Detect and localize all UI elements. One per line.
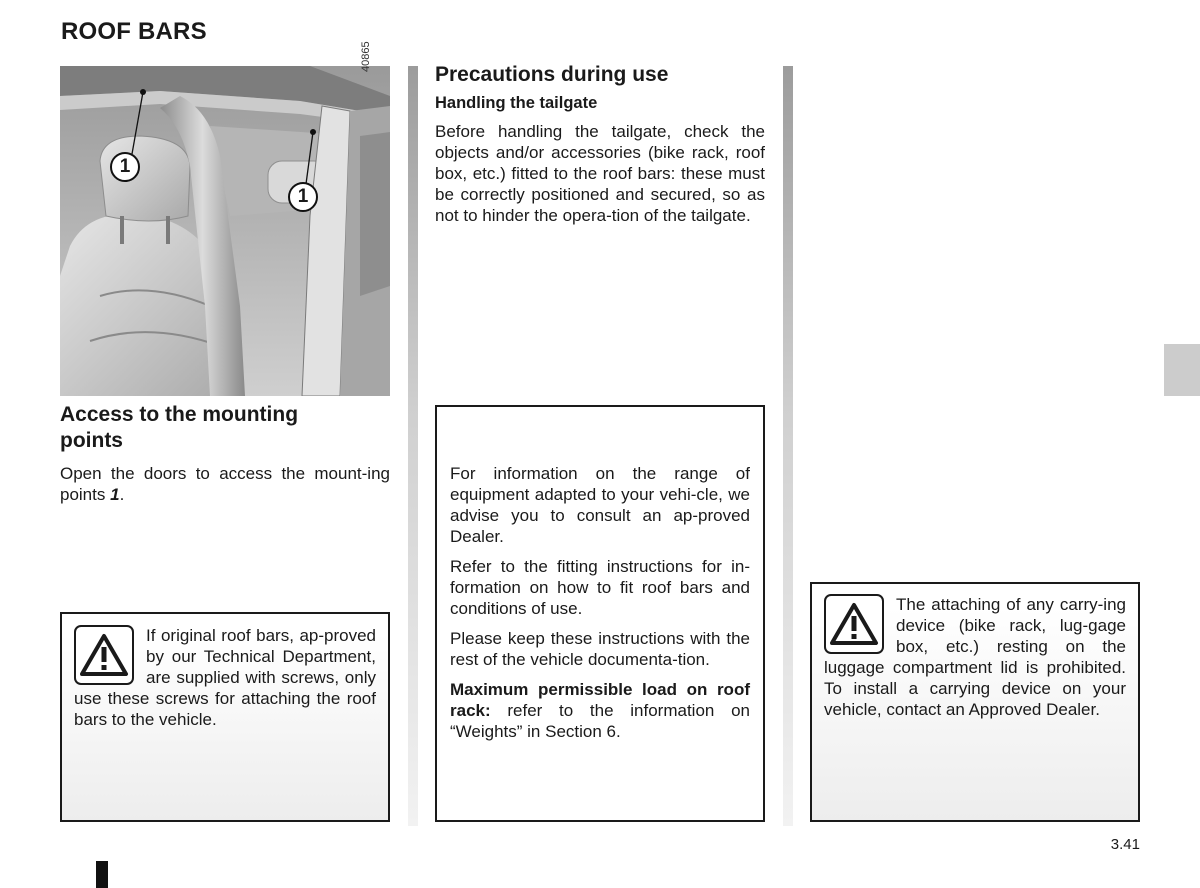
warning-box-left [60, 612, 390, 822]
access-body-end: . [119, 485, 125, 504]
access-body [60, 463, 390, 505]
callout-1-right: 1 [288, 182, 318, 212]
column-divider-right [783, 66, 793, 826]
info-box [435, 405, 765, 822]
access-body-ref: 1 [110, 485, 120, 504]
access-heading [60, 402, 390, 454]
precautions-heading: Precautions during use [435, 63, 669, 86]
car-interior-drawing [60, 66, 390, 396]
info-para-3: Please keep these instructions with the rest of the vehicle documenta-tion. [450, 629, 750, 669]
info-para-2: Refer to the fitting instructions for in-formation on how to fit roof bars and conditions of use. [450, 557, 750, 618]
access-heading-line2: points [60, 429, 123, 452]
column-divider-left [408, 66, 418, 826]
vehicle-door-illustration [60, 66, 390, 396]
section-thumb-tab [1164, 344, 1200, 396]
info-para-4 [450, 679, 750, 742]
access-heading-line1: Access to the mounting [60, 403, 299, 426]
figure-reference-number: 40865 [360, 41, 372, 72]
print-registration-mark [96, 861, 108, 888]
warning-left-text: If original roof bars, ap-proved by our Technical Department, are supplied with screws, only use these screws for attaching the roof bars to the vehicle. [74, 626, 376, 729]
page-title: ROOF BARS [61, 18, 207, 45]
access-body-text: Open the doors to access the mount-ing points [60, 464, 390, 504]
max-load-text: refer to the information on “Weights” in Section 6. [450, 701, 750, 741]
warning-triangle-icon [824, 594, 884, 654]
page-number: 3.41 [1110, 836, 1140, 853]
max-load-label: Maximum permissible load on roof rack: [450, 680, 750, 720]
precautions-section [435, 62, 765, 226]
warning-box-right [810, 582, 1140, 822]
access-section [60, 402, 390, 505]
precautions-body: Before handling the tailgate, check the objects and/or accessories (bike rack, roof box, etc.) fitted to the roof bars: these must be correctly positioned and secured, so as not to hinder the opera-tion of the tailgate. [435, 122, 765, 225]
callout-1-left: 1 [110, 152, 140, 182]
precautions-subheading: Handling the tailgate [435, 94, 598, 112]
info-para-1: For information on the range of equipment adapted to your vehi-cle, we advise you to consult an ap-proved Dealer. [450, 464, 750, 546]
warning-right-text: The attaching of any carry-ing device (bike rack, lug-gage box, etc.) resting on the luggage compartment lid is prohibited. To install a carrying device on your vehicle, contact an Approved Dealer. [824, 595, 1126, 719]
warning-triangle-icon [74, 625, 134, 685]
